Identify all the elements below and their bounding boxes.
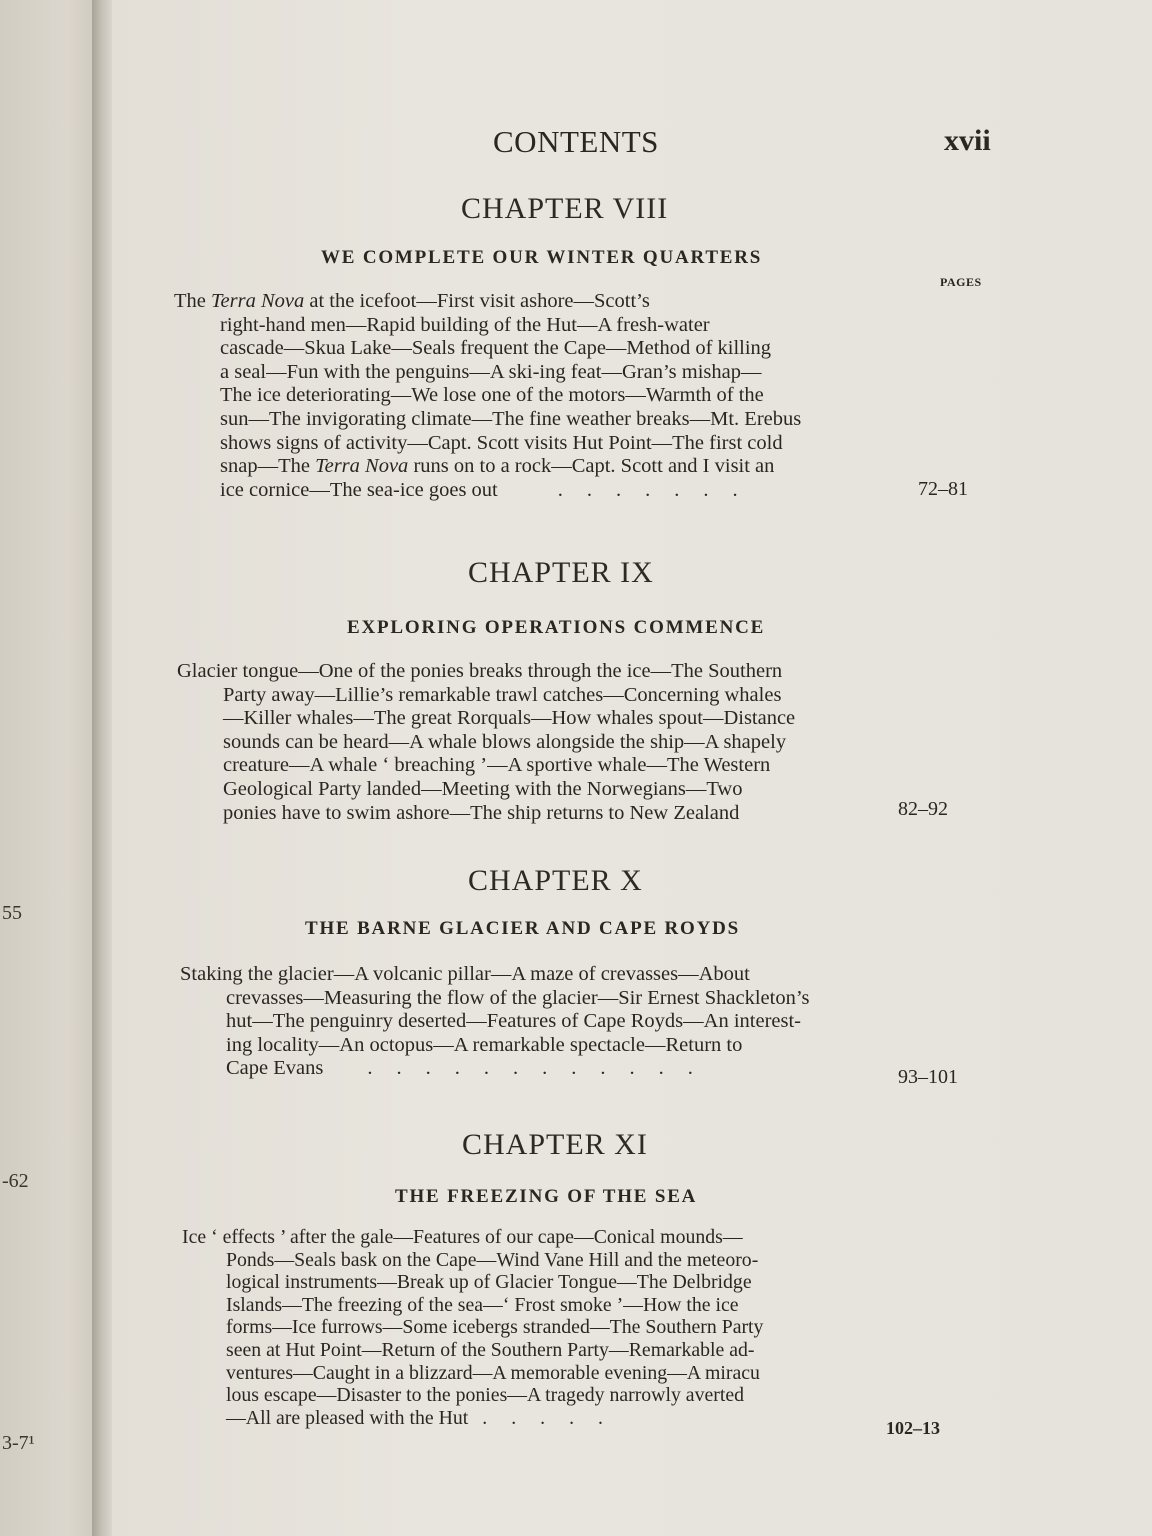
synopsis-line: Glacier tongue—One of the ponies breaks through the ice—The Southern [177,660,783,682]
synopsis-line: Geological Party landed—Meeting with the Norwegians—Two [223,777,743,800]
synopsis-line: cascade—Skua Lake—Seals frequent the Cape—Method of killing [220,337,772,360]
synopsis-line: seen at Hut Point—Return of the Southern Party—Remarkable ad- [226,1338,755,1361]
synopsis-line [182,1407,914,1430]
page-range: 93–101 [898,1066,958,1088]
page-range: 82–92 [898,798,948,820]
synopsis-line: ing locality—An octopus—A remarkable spectacle—Return to [226,1033,743,1056]
chapter-title: CHAPTER XI [462,1128,648,1161]
ship-name: Terra Nova [315,455,409,478]
page-range: 102–13 [886,1418,940,1438]
chapter-synopsis [182,1226,914,1429]
synopsis-line: Party away—Lillie’s remarkable trawl catches—Concerning whales [223,683,782,706]
synopsis-line: —Killer whales—The great Rorquals—How whales spout—Distance [223,707,796,730]
pages-column-label: PAGES [940,275,982,289]
synopsis-line [180,1057,920,1081]
synopsis-line: The ice deteriorating—We lose one of the motors—Warmth of the [220,384,764,407]
chapter-subtitle: WE COMPLETE OUR WINTER QUARTERS [321,247,763,268]
left-page [0,0,96,1536]
chapter-title: CHAPTER X [468,864,643,897]
chapter-synopsis [177,660,929,825]
chapter-title: CHAPTER VIII [461,192,669,225]
synopsis-line: Ice ‘ effects ’ after the gale—Features of our cape—Conical mounds— [182,1226,743,1248]
chapter-title: CHAPTER IX [468,556,654,589]
synopsis-line: ponies have to swim ashore—The ship returns to New Zealand [223,801,740,824]
leader-dots: ............ [367,1057,717,1080]
margin-page-number: -62 [2,1170,29,1192]
chapter-synopsis [174,290,940,502]
synopsis-line: Islands—The freezing of the sea—‘ Frost smoke ’—How the ice [226,1293,739,1316]
synopsis-line: lous escape—Disaster to the ponies—A tragedy narrowly averted [226,1384,745,1407]
leader-dots: ..... [482,1406,627,1429]
chapter-subtitle: EXPLORING OPERATIONS COMMENCE [347,617,766,638]
chapter-subtitle: THE BARNE GLACIER AND CAPE ROYDS [305,918,741,939]
synopsis-line: sounds can be heard—A whale blows alongside the ship—A shapely [223,730,787,753]
synopsis-line: hut—The penguinry deserted—Features of Cape Royds—An interest- [226,1010,802,1033]
synopsis-line: crevasses—Measuring the flow of the glacier—Sir Ernest Shackleton’s [226,986,810,1009]
ship-name: Terra Nova [211,290,305,312]
synopsis-line: ventures—Caught in a blizzard—A memorable evening—A miracu [226,1361,760,1384]
synopsis-line: logical instruments—Break up of Glacier Tongue—The Delbridge [226,1271,752,1294]
synopsis-line: Ponds—Seals bask on the Cape—Wind Vane Hill and the meteoro- [226,1248,759,1271]
synopsis-text: —All are pleased with the Hut [226,1406,469,1429]
synopsis-line: a seal—Fun with the penguins—A ski-ing feat—Gran’s mishap— [220,360,762,383]
synopsis-line: forms—Ice furrows—Some icebergs stranded—The Southern Party [226,1316,764,1339]
page-folio: xvii [944,124,991,157]
synopsis-line: shows signs of activity—Capt. Scott visits Hut Point—The first cold [220,431,783,454]
book-gutter [92,0,114,1536]
synopsis-line [174,479,940,503]
synopsis-line: right-hand men—Rapid building of the Hut—A fresh-water [220,313,710,336]
synopsis-text: ice cornice—The sea-ice goes out [220,478,498,501]
page-range: 72–81 [918,478,968,500]
margin-page-number: 55 [2,902,22,924]
synopsis-line: snap—The Terra Nova runs on to a rock—Capt. Scott and I visit an [220,455,775,478]
margin-page-number: 3-7¹ [2,1432,35,1454]
synopsis-line: creature—A whale ‘ breaching ’—A sportive whale—The Western [223,754,771,777]
leader-dots: ....... [557,478,762,501]
running-head: CONTENTS [493,124,659,159]
chapter-synopsis [180,963,920,1081]
synopsis-text: Cape Evans [226,1057,324,1080]
synopsis-line: The Terra Nova at the icefoot—First visit ashore—Scott’s [174,290,650,312]
chapter-subtitle: THE FREEZING OF THE SEA [395,1186,698,1207]
synopsis-line: Staking the glacier—A volcanic pillar—A maze of crevasses—About [180,963,750,985]
synopsis-line: sun—The invigorating climate—The fine weather breaks—Mt. Erebus [220,407,802,430]
